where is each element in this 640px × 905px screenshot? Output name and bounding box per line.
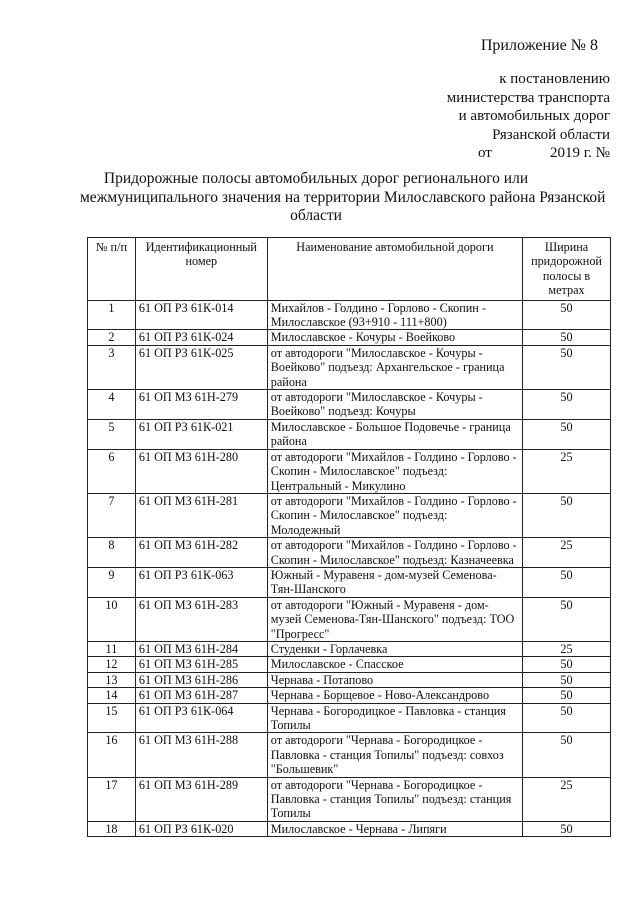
header-line: министерства транспорта: [446, 89, 610, 106]
cell-identifier: 61 ОП МЗ 61Н-280: [135, 449, 267, 493]
cell-width: 50: [523, 597, 611, 641]
cell-road-name: от автодороги "Южный - Муравеня - дом-музей Семенова-Тян-Шанского" подъезд: ТОО "Прогресс": [267, 597, 522, 641]
cell-identifier: 61 ОП РЗ 61К-025: [135, 345, 267, 389]
table-row: [88, 703, 611, 733]
cell-number: 7: [88, 493, 136, 537]
table-row: [88, 538, 611, 568]
cell-road-name: от автодороги "Чернава - Богородицкое - Павловка - станция Топилы" подъезд: совхоз "Большевик": [267, 733, 522, 777]
cell-width: 50: [523, 657, 611, 672]
cell-number: 12: [88, 657, 136, 672]
cell-road-name: Милославское - Большое Подовечье - граница района: [267, 419, 522, 449]
table-body: [88, 300, 611, 837]
table-row: [88, 300, 611, 330]
cell-identifier: 61 ОП МЗ 61Н-281: [135, 493, 267, 537]
cell-number: 18: [88, 821, 136, 836]
table-row: [88, 688, 611, 703]
cell-width: 50: [523, 567, 611, 597]
table-row: [88, 821, 611, 836]
header-line: Рязанской области: [492, 126, 610, 143]
cell-width: 25: [523, 777, 611, 821]
cell-road-name: Южный - Муравеня - дом-музей Семенова-Тян-Шанского: [267, 567, 522, 597]
cell-width: 50: [523, 345, 611, 389]
table-row: [88, 419, 611, 449]
cell-width: 25: [523, 538, 611, 568]
date-line: [478, 144, 610, 163]
cell-road-name: от автодороги "Чернава - Богородицкое - Павловка - станция Топилы" подъезд: станция Топилы: [267, 777, 522, 821]
cell-width: 50: [523, 821, 611, 836]
table-header-row: [88, 238, 611, 301]
table-row: [88, 345, 611, 389]
cell-road-name: от автодороги "Михайлов - Голдино - Горлово - Скопин - Милославское" подъезд: Молодежный: [267, 493, 522, 537]
cell-width: 25: [523, 449, 611, 493]
cell-road-name: Милославское - Спасское: [267, 657, 522, 672]
cell-road-name: Чернава - Потапово: [267, 672, 522, 687]
cell-identifier: 61 ОП МЗ 61Н-288: [135, 733, 267, 777]
cell-number: 15: [88, 703, 136, 733]
header-line: к постановлению: [499, 71, 610, 87]
cell-identifier: 61 ОП РЗ 61К-064: [135, 703, 267, 733]
cell-number: 8: [88, 538, 136, 568]
cell-road-name: Милославское - Кочуры - Воейково: [267, 330, 522, 345]
cell-width: 50: [523, 672, 611, 687]
cell-number: 4: [88, 390, 136, 420]
cell-number: 9: [88, 567, 136, 597]
table-row: [88, 567, 611, 597]
cell-road-name: от автодороги "Михайлов - Голдино - Горлово - Скопин - Милославское" подъезд: Центральный - Микулино: [267, 449, 522, 493]
cell-road-name: Михайлов - Голдино - Горлово - Скопин - Милославское (93+910 - 111+800): [267, 300, 522, 330]
cell-identifier: 61 ОП РЗ 61К-024: [135, 330, 267, 345]
cell-width: 50: [523, 419, 611, 449]
cell-identifier: 61 ОП МЗ 61Н-279: [135, 390, 267, 420]
cell-width: 25: [523, 641, 611, 656]
cell-road-name: от автодороги "Михайлов - Голдино - Горлово - Скопин - Милославское" подъезд: Казначеевка: [267, 538, 522, 568]
cell-width: 50: [523, 703, 611, 733]
column-header-width: Ширина придорожной полосы в метрах: [523, 238, 611, 301]
cell-width: 50: [523, 390, 611, 420]
table-row: [88, 657, 611, 672]
appendix-title: Приложение № 8: [480, 37, 598, 54]
cell-road-name: Чернава - Богородицкое - Павловка - станция Топилы: [267, 703, 522, 733]
title-line: области: [290, 207, 342, 224]
title-line: межмуниципального значения на территории Милославского района Рязанской: [80, 188, 606, 206]
cell-identifier: 61 ОП МЗ 61Н-287: [135, 688, 267, 703]
column-header-number: № п/п: [88, 238, 136, 301]
cell-number: 2: [88, 330, 136, 345]
cell-identifier: 61 ОП РЗ 61К-063: [135, 567, 267, 597]
date-suffix: 2019 г. №: [549, 145, 610, 161]
table-row: [88, 672, 611, 687]
cell-number: 6: [88, 449, 136, 493]
table-row: [88, 493, 611, 537]
cell-identifier: 61 ОП МЗ 61Н-285: [135, 657, 267, 672]
table-row: [88, 449, 611, 493]
cell-identifier: 61 ОП РЗ 61К-020: [135, 821, 267, 836]
cell-road-name: Чернава - Борщевое - Ново-Александрово: [267, 688, 522, 703]
cell-width: 50: [523, 330, 611, 345]
table-row: [88, 390, 611, 420]
cell-number: 17: [88, 777, 136, 821]
cell-road-name: от автодороги "Милославское - Кочуры - Воейково" подъезд: Архангельское - граница района: [267, 345, 522, 389]
roads-table: [87, 237, 611, 837]
cell-width: 50: [523, 300, 611, 330]
table-row: [88, 330, 611, 345]
cell-number: 3: [88, 345, 136, 389]
approval-header: [447, 70, 610, 163]
table-row: [88, 777, 611, 821]
cell-identifier: 61 ОП МЗ 61Н-284: [135, 641, 267, 656]
column-header-name: Наименование автомобильной дороги: [267, 238, 522, 301]
cell-number: 1: [88, 300, 136, 330]
cell-identifier: 61 ОП МЗ 61Н-289: [135, 777, 267, 821]
table-row: [88, 597, 611, 641]
cell-number: 5: [88, 419, 136, 449]
cell-road-name: Студенки - Горлачевка: [267, 641, 522, 656]
cell-number: 16: [88, 733, 136, 777]
table-row: [88, 641, 611, 656]
cell-number: 13: [88, 672, 136, 687]
cell-width: 50: [523, 688, 611, 703]
cell-width: 50: [523, 733, 611, 777]
cell-number: 10: [88, 597, 136, 641]
document-title: [80, 170, 606, 226]
header-line: и автомобильных дорог: [458, 108, 610, 124]
cell-identifier: 61 ОП МЗ 61Н-282: [135, 538, 267, 568]
cell-identifier: 61 ОП РЗ 61К-021: [135, 419, 267, 449]
table-row: [88, 733, 611, 777]
cell-width: 50: [523, 493, 611, 537]
cell-identifier: 61 ОП МЗ 61Н-283: [135, 597, 267, 641]
cell-number: 11: [88, 641, 136, 656]
cell-road-name: от автодороги "Милославское - Кочуры - Воейково" подъезд: Кочуры: [267, 390, 522, 420]
cell-road-name: Милославское - Чернава - Липяги: [267, 821, 522, 836]
cell-identifier: 61 ОП РЗ 61К-014: [135, 300, 267, 330]
date-prefix: от: [478, 145, 492, 161]
cell-number: 14: [88, 688, 136, 703]
column-header-id: Идентификационный номер: [135, 238, 267, 301]
cell-identifier: 61 ОП МЗ 61Н-286: [135, 672, 267, 687]
title-line: Придорожные полосы автомобильных дорог регионального или: [103, 170, 529, 187]
